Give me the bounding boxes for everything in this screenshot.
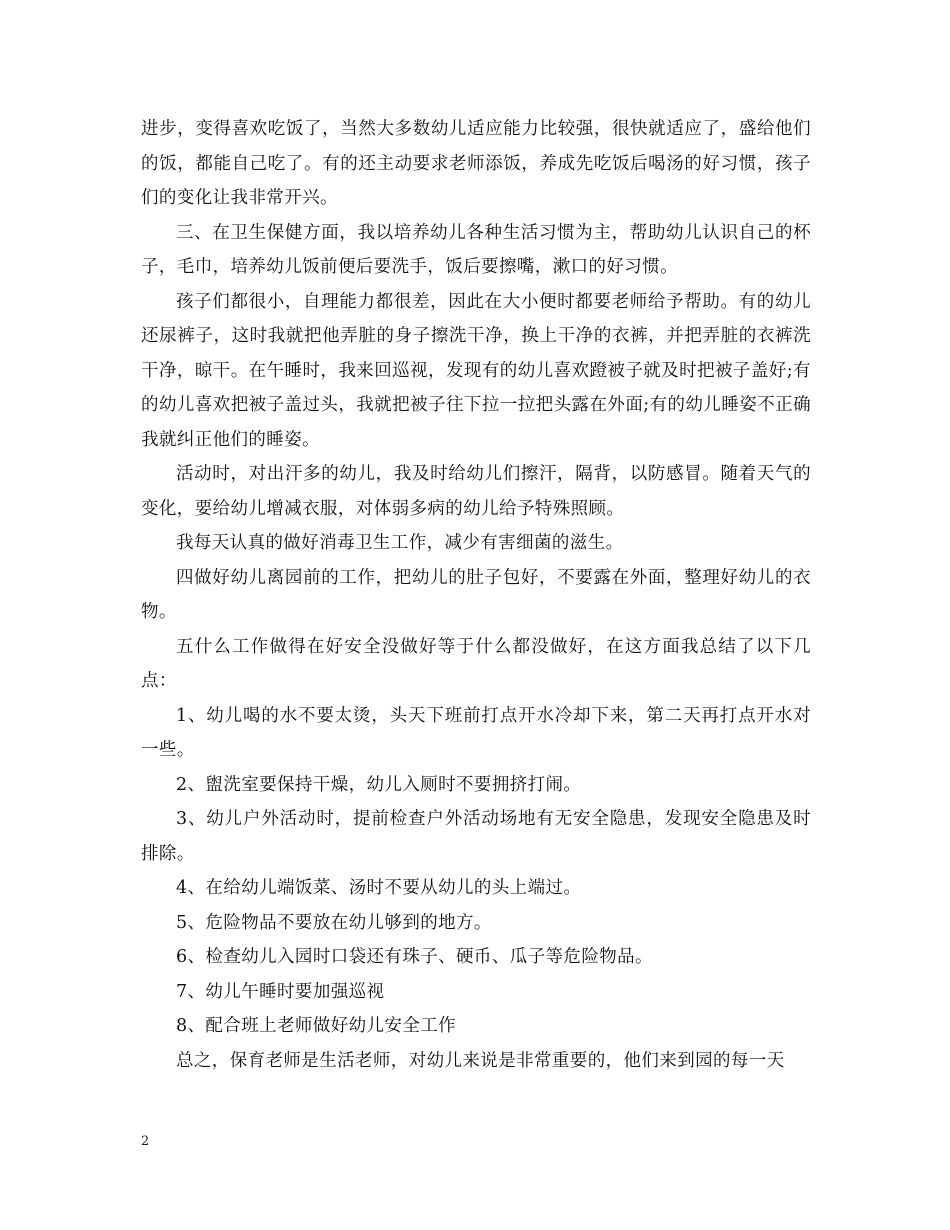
list-item: 5、危险物品不要放在幼儿够到的地方。 <box>176 912 492 933</box>
list-item: 6、检查幼儿入园时口袋还有珠子、硬币、瓜子等危险物品。 <box>176 947 653 967</box>
list-item: 7、幼儿午睡时要加强巡视 <box>176 981 385 1002</box>
paragraph: 四做好幼儿离园前的工作，把幼儿的肚子包好，不要露在外面，整理好幼儿的衣物。 <box>141 567 811 622</box>
list-item: 8、配合班上老师做好幼儿安全工作 <box>176 1016 457 1036</box>
paragraph: 活动时，对出汗多的幼儿，我及时给幼儿们擦汗，隔背，以防感冒。随着天气的变化，要给幼儿增减衣服，对体弱多病的幼儿给予特殊照顾。 <box>141 464 811 519</box>
list-item: 4、在给幼儿端饭菜、汤时不要从幼儿的头上端过。 <box>176 878 582 898</box>
paragraph: 进步，变得喜欢吃饭了，当然大多数幼儿适应能力比较强，很快就适应了，盛给他们的饭，都能自己吃了。有的还主动要求老师添饭，养成先吃饭后喝汤的好习惯，孩子们的变化让我非常开兴。 <box>141 119 811 208</box>
page-number: 2 <box>141 1134 150 1149</box>
paragraph: 孩子们都很小，自理能力都很差，因此在大小便时都要老师给予帮助。有的幼儿还尿裤子，这时我就把他弄脏的身子擦洗干净，换上干净的衣裤，并把弄脏的衣裤洗干净，晾干。在午睡时，我来回巡视，发现有的幼儿喜欢蹬被子就及时把被子盖好;有的幼儿喜欢把被子盖过头，我就把被子往下拉一拉把头露在外面;有的幼儿睡姿不正确我就纠正他们的睡姿。 <box>141 291 811 450</box>
paragraph: 五什么工作做得在好安全没做好等于什么都没做好，在这方面我总结了以下几点： <box>141 636 811 691</box>
list-item: 2、盥洗室要保持干燥，幼儿入厕时不要拥挤打闹。 <box>176 774 582 795</box>
paragraph: 总之，保育老师是生活老师，对幼儿来说是非常重要的，他们来到园的每一天 <box>176 1050 785 1071</box>
paragraph: 我每天认真的做好消毒卫生工作，减少有害细菌的滋生。 <box>176 533 624 553</box>
list-item: 1、幼儿喝的水不要太烫，头天下班前打点开水冷却下来，第二天再打点开水对一些。 <box>141 705 811 760</box>
paragraph: 三、在卫生保健方面，我以培养幼儿各种生活习惯为主，帮助幼儿认识自己的杯子，毛巾，培养幼儿饭前便后要洗手，饭后要擦嘴，漱口的好习惯。 <box>141 222 811 277</box>
body-text <box>141 112 811 1078</box>
list-item: 3、幼儿户外活动时，提前检查户外活动场地有无安全隐患，发现安全隐患及时排除。 <box>141 809 811 864</box>
